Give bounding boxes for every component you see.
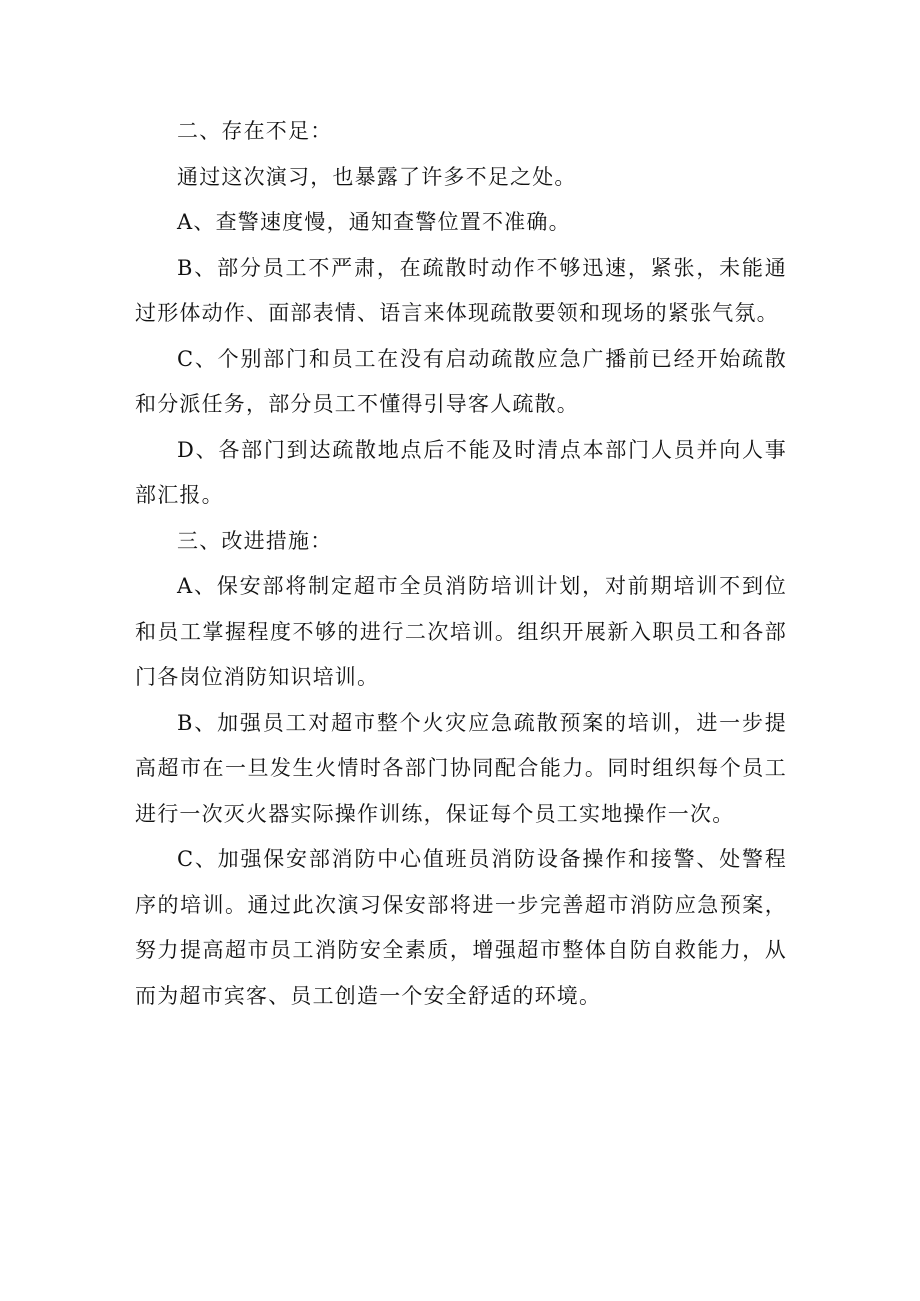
section-heading-shortcomings: 二、存在不足：	[177, 119, 333, 143]
document-body	[135, 109, 787, 1019]
paragraph-improvement-a: A、保安部将制定超市全员消防培训计划，对前期培训不到位和员工掌握程度不够的进行二次培训。组织开展新入职员工和各部门各岗位消防知识培训。	[135, 574, 787, 689]
paragraph-intro-shortcomings: 通过这次演习，也暴露了许多不足之处。	[177, 164, 577, 189]
paragraph-shortcoming-d: D、各部门到达疏散地点后不能及时清点本部门人员并向人事部汇报。	[135, 437, 787, 507]
paragraph-improvement-b: B、加强员工对超市整个火灾应急疏散预案的培训，进一步提高超市在一旦发生火情时各部门协同配合能力。同时组织每个员工进行一次灭火器实际操作训练，保证每个员工实地操作一次。	[135, 710, 787, 826]
paragraph-shortcoming-a: A、查警速度慢，通知查警位置不准确。	[177, 210, 571, 234]
paragraph-shortcoming-c: C、个别部门和员工在没有启动疏散应急广播前已经开始疏散和分派任务，部分员工不懂得引导客人疏散。	[135, 346, 787, 416]
section-heading-improvements: 三、改进措施：	[177, 528, 333, 553]
paragraph-improvement-c: C、加强保安部消防中心值班员消防设备操作和接警、处警程序的培训。通过此次演习保安部将进一步完善超市消防应急预案，努力提高超市员工消防安全素质，增强超市整体自防自救能力，从而为超市宾客、员工创造一个安全舒适的环境。	[135, 847, 787, 1008]
paragraph-shortcoming-b: B、部分员工不严肃，在疏散时动作不够迅速，紧张，未能通过形体动作、面部表情、语言来体现疏散要领和现场的紧张气氛。	[135, 255, 787, 325]
